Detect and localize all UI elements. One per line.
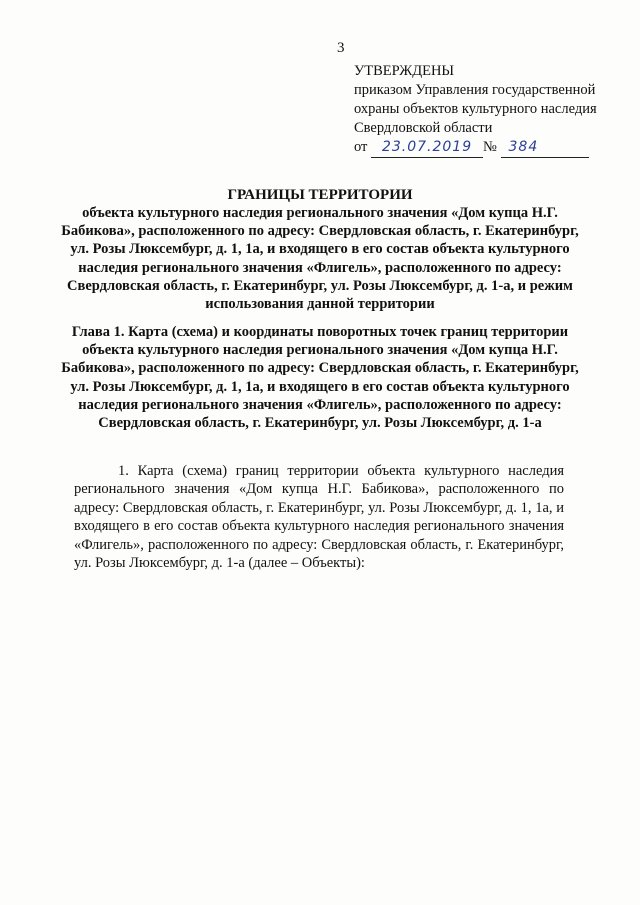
handwritten-date: 23.07.2019 — [371, 138, 483, 158]
number-prefix: № — [483, 139, 497, 155]
paragraph-1 — [74, 462, 564, 572]
approval-heading: УТВЕРЖДЕНЫ — [354, 63, 455, 79]
document-title: ГРАНИЦЫ ТЕРРИТОРИИ — [227, 187, 413, 203]
handwritten-order-number: 384 — [501, 138, 589, 158]
page-number: 3 — [337, 40, 345, 56]
approval-line-4: Свердловской области — [354, 120, 493, 136]
approval-date-line — [354, 138, 597, 158]
paragraph-1-text: 1. Карта (схема) границ территории объекта культурного наследия регионального значения «Дом купца Н.Г. Бабикова», расположенного по адресу: Свердловская область, г. Екатеринбург, ул. Розы Люксембург, д. 1, 1а, и входящего в его состав объекта культурного наследия регионального значения «Флигель», расположенного по адресу: Свердловская область, г. Екатеринбург, ул. Розы Люксембург, д. 1-а (далее – Объекты): — [74, 463, 564, 572]
approval-line-2: приказом Управления государственной — [354, 82, 596, 98]
date-prefix: от — [354, 139, 368, 155]
approval-line-3: охраны объектов культурного наследия — [354, 101, 597, 117]
approval-block — [354, 62, 597, 158]
document-subtitle: объекта культурного наследия регионального значения «Дом купца Н.Г. Бабикова», расположенного по адресу: Свердловская область, г. Екатеринбург, ул. Розы Люксембург, д. 1, 1а, и входящего в его состав объекта культурного наследия регионального значения «Флигель», расположенного по адресу: Свердловская область, г. Екатеринбург, ул. Розы Люксембург, д. 1-а, и режим использования данной территории — [61, 205, 579, 313]
chapter-title: Глава 1. Карта (схема) и координаты поворотных точек границ территории объекта культурного наследия регионального значения «Дом купца Н.Г. Бабикова», расположенного по адресу: Свердловская область, г. Екатеринбург, ул. Розы Люксембург, д. 1, 1а, и входящего в его состав объекта культурного наследия регионального значения «Флигель», расположенного по адресу: Свердловская область, г. Екатеринбург, ул. Розы Люксембург, д. 1-а — [61, 324, 579, 432]
